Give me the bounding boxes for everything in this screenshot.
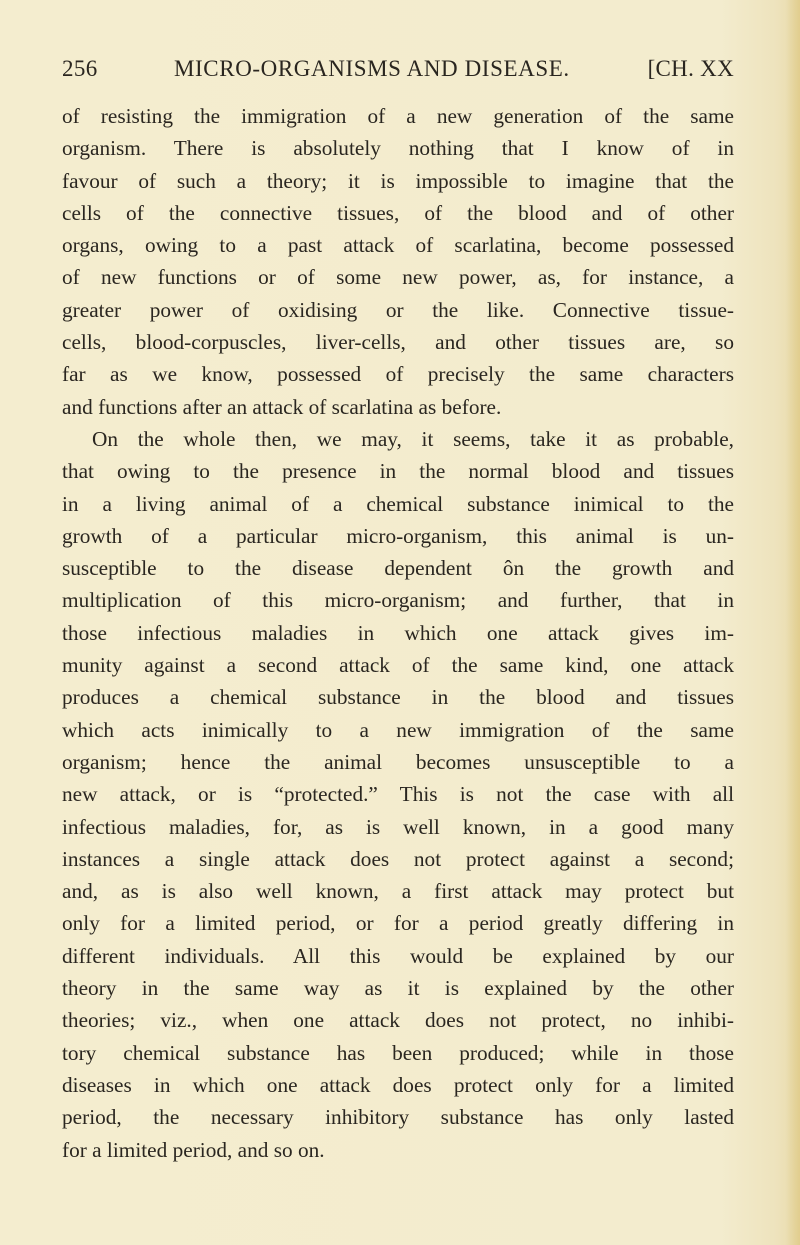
- text-line: favour of such a theory; it is impossible to imagine that the: [62, 168, 734, 193]
- text-line: greater power of oxidising or the like. Connective tissue-: [62, 297, 734, 322]
- running-title: MICRO-ORGANISMS AND DISEASE.: [174, 56, 570, 81]
- running-header: [62, 56, 734, 90]
- text-line: multiplication of this micro-organism; and further, that in: [62, 588, 734, 613]
- body-text: [62, 100, 734, 1166]
- text-line: for a limited period, and so on.: [62, 1137, 325, 1162]
- text-line: new attack, or is “protected.” This is not the case with all: [62, 782, 734, 807]
- text-line: infectious maladies, for, as is well known, in a good many: [62, 814, 734, 839]
- text-line: theory in the same way as it is explained by the other: [62, 976, 734, 1001]
- text-line: produces a chemical substance in the blood and tissues: [62, 685, 734, 710]
- text-line: cells, blood-corpuscles, liver-cells, and other tissues are, so: [62, 330, 734, 355]
- text-line: only for a limited period, or for a period greatly differing in: [62, 911, 734, 936]
- text-line: in a living animal of a chemical substance inimical to the: [62, 491, 734, 516]
- text-line: and, as is also well known, a first attack may protect but: [62, 879, 734, 904]
- text-line: munity against a second attack of the same kind, one attack: [62, 653, 734, 678]
- text-line: period, the necessary inhibitory substance has only lasted: [62, 1105, 734, 1130]
- chapter-label: [CH. XX: [647, 56, 734, 81]
- text-line: susceptible to the disease dependent ôn the growth and: [62, 556, 734, 581]
- text-line: growth of a particular micro-organism, this animal is un-: [62, 523, 734, 548]
- text-line: organism; hence the animal becomes unsusceptible to a: [62, 749, 734, 774]
- text-line: organism. There is absolutely nothing that I know of in: [62, 136, 734, 161]
- text-line: of new functions or of some new power, as, for instance, a: [62, 265, 734, 290]
- text-line: far as we know, possessed of precisely the same characters: [62, 362, 734, 387]
- text-line: instances a single attack does not protect against a second;: [62, 846, 734, 871]
- text-line: cells of the connective tissues, of the blood and of other: [62, 200, 734, 225]
- text-line: On the whole then, we may, it seems, take it as probable,: [92, 426, 734, 451]
- page-number: 256: [62, 56, 98, 81]
- text-line: diseases in which one attack does protect only for a limited: [62, 1072, 734, 1097]
- paragraph-2: [62, 423, 734, 1166]
- text-line: organs, owing to a past attack of scarlatina, become possessed: [62, 233, 734, 258]
- page-edge-shadow: [786, 0, 800, 1245]
- text-line: and functions after an attack of scarlatina as before.: [62, 394, 502, 419]
- text-line: of resisting the immigration of a new generation of the same: [62, 104, 734, 128]
- text-line: that owing to the presence in the normal blood and tissues: [62, 459, 734, 484]
- text-line: which acts inimically to a new immigration of the same: [62, 717, 734, 742]
- text-line: different individuals. All this would be explained by our: [62, 943, 734, 968]
- text-line: tory chemical substance has been produced; while in those: [62, 1040, 734, 1065]
- text-line: those infectious maladies in which one attack gives im-: [62, 620, 734, 645]
- paragraph-1: [62, 100, 734, 423]
- text-line: theories; viz., when one attack does not protect, no inhibi-: [62, 1008, 734, 1033]
